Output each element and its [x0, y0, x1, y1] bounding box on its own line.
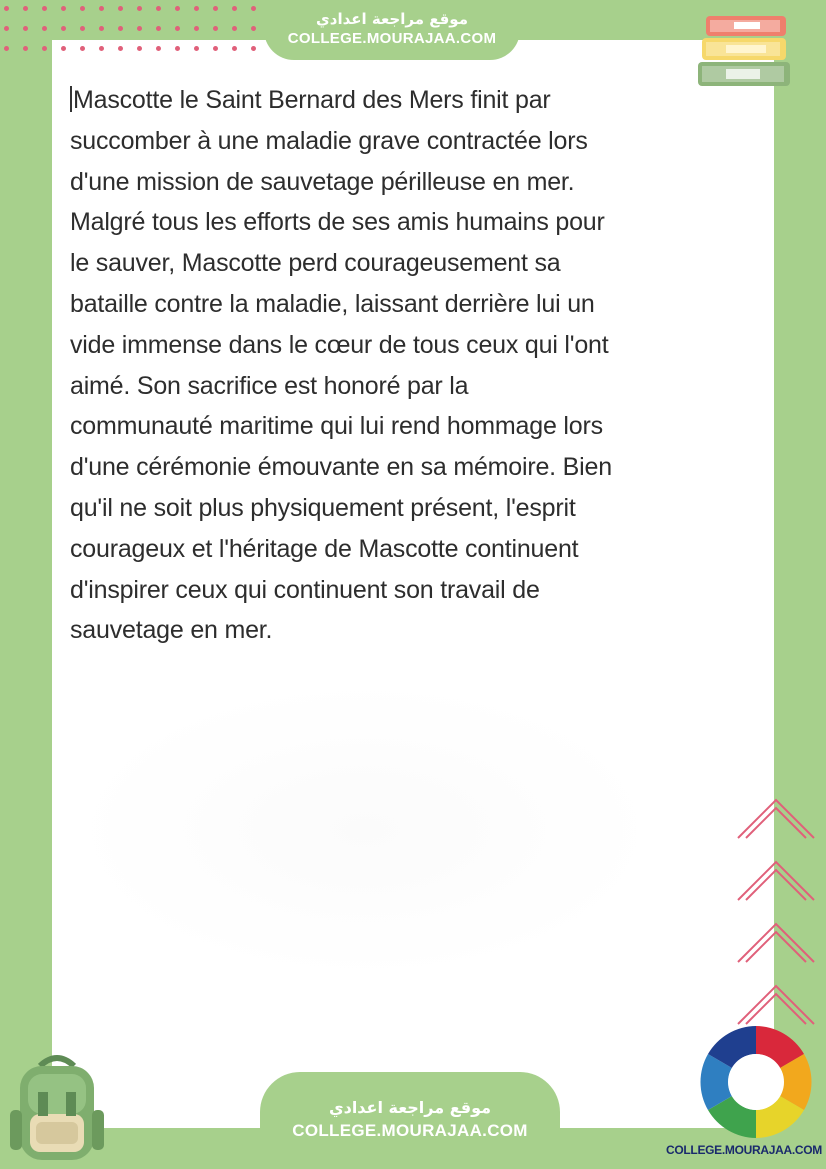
- header-arabic-title: موقع مراجعة اعدادي: [316, 10, 468, 28]
- footer-banner: [260, 1072, 560, 1169]
- text-line: d'une cérémonie émouvante en sa mémoire. Bien: [70, 453, 612, 482]
- text-line: d'inspirer ceux qui continuent son travail de: [70, 575, 540, 604]
- footer-arabic-title: موقع مراجعة اعدادي: [328, 1098, 492, 1117]
- footer-logo-text: COLLEGE.MOURAJAA.COM: [665, 1143, 822, 1157]
- text-line: courageux et l'héritage de Mascotte continuent: [70, 534, 579, 563]
- school-subjects-logo-icon: [694, 1022, 818, 1140]
- text-line: Mascotte le Saint Bernard des Mers finit par: [70, 80, 730, 121]
- text-line: sauvetage en mer.: [70, 616, 273, 645]
- footer-site-url[interactable]: COLLEGE.MOURAJAA.COM: [292, 1121, 528, 1140]
- header-site-url[interactable]: COLLEGE.MOURAJAA.COM: [287, 30, 497, 47]
- text-line: d'une mission de sauvetage périlleuse en mer.: [70, 167, 575, 196]
- text-line: succomber à une maladie grave contractée lors: [70, 126, 588, 155]
- body-text: [70, 80, 730, 651]
- text-line: aimé. Son sacrifice est honoré par la: [70, 371, 469, 400]
- text-line: vide immense dans le cœur de tous ceux qui l'ont: [70, 330, 609, 359]
- text-cursor: [70, 86, 72, 112]
- chevron-up-icon: [734, 792, 818, 1032]
- text-line: Malgré tous les efforts de ses amis humains pour: [70, 208, 605, 237]
- text-line: le sauver, Mascotte perd courageusement sa: [70, 249, 561, 278]
- text-line: qu'il ne soit plus physiquement présent, l'esprit: [70, 493, 576, 522]
- faded-area: [70, 680, 660, 980]
- text-line: communauté maritime qui lui rend hommage lors: [70, 412, 603, 441]
- header-banner: [264, 0, 520, 60]
- text-line: bataille contre la maladie, laissant derrière lui un: [70, 289, 595, 318]
- backpack-icon: [2, 1052, 112, 1166]
